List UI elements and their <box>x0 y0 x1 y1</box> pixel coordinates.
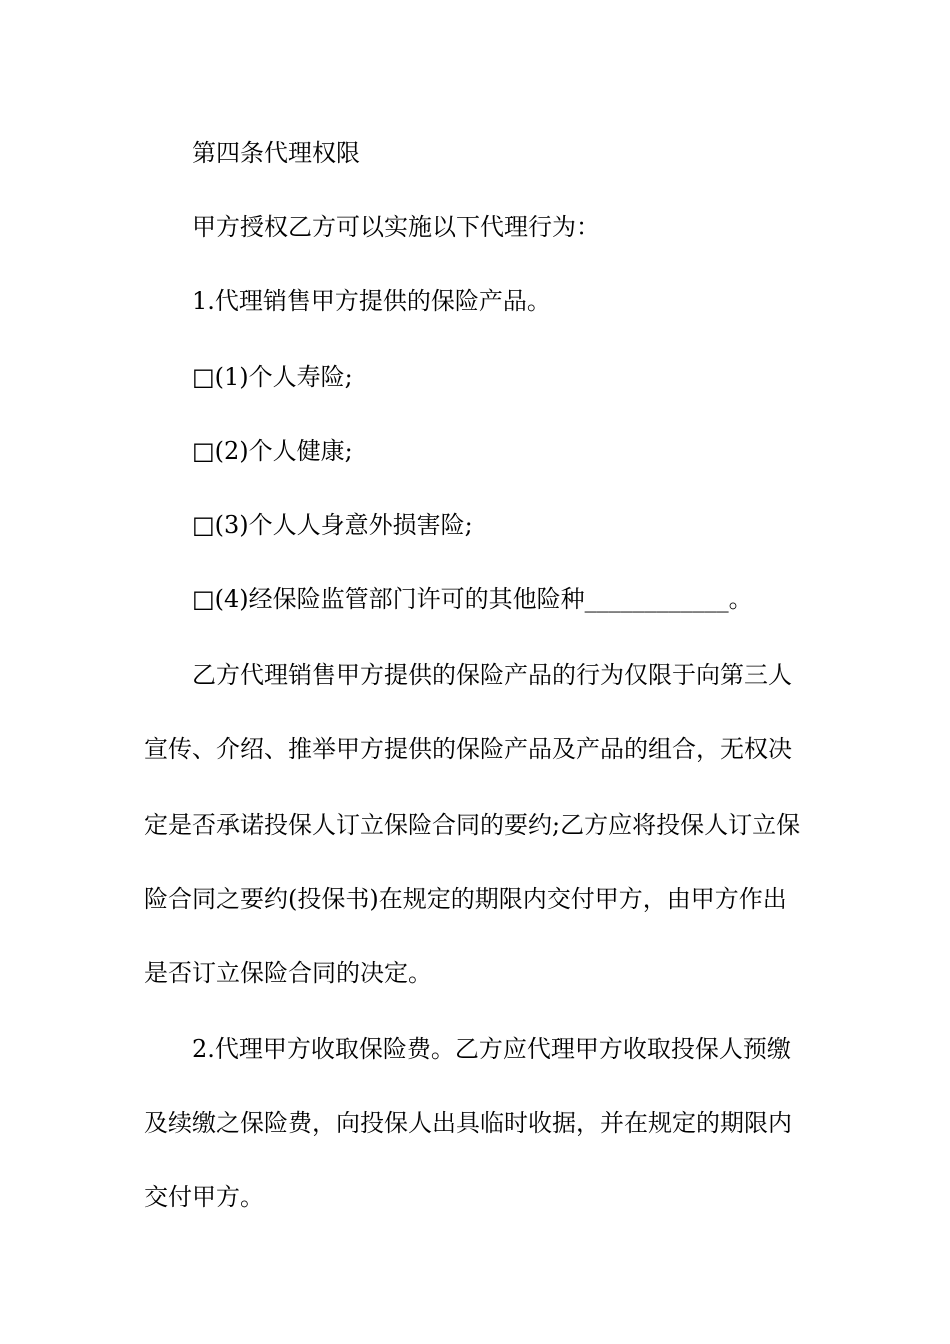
paragraph-1-line-5: 是否订立保险合同的决定。 <box>144 959 432 987</box>
paragraph-1-line-1: 乙方代理销售甲方提供的保险产品的行为仅限于向第三人 <box>192 661 792 689</box>
intro-text: 甲方授权乙方可以实施以下代理行为： <box>192 213 600 241</box>
paragraph-1-line-3: 定是否承诺投保人订立保险合同的要约;乙方应将投保人订立保 <box>144 811 801 839</box>
option-3-accident-insurance: □(3)个人人身意外损害险; <box>192 511 473 539</box>
paragraph-1-line-2: 宣传、介绍、推举甲方提供的保险产品及产品的组合，无权决 <box>144 735 792 763</box>
article-heading: 第四条代理权限 <box>192 139 360 167</box>
item-1-text: 1.代理销售甲方提供的保险产品。 <box>192 287 551 315</box>
option-4-other-insurance <box>192 584 862 614</box>
option-2-health-insurance: □(2)个人健康; <box>192 437 353 465</box>
option-1-life-insurance: □(1)个人寿险; <box>192 363 353 391</box>
paragraph-2-line-3: 交付甲方。 <box>144 1183 264 1211</box>
paragraph-2-line-1: 2.代理甲方收取保险费。乙方应代理甲方收取投保人预缴 <box>192 1035 791 1063</box>
paragraph-2-line-2: 及续缴之保险费，向投保人出具临时收据，并在规定的期限内 <box>144 1109 792 1137</box>
option-4-prefix: □(4)经保险监管部门许可的其他险种 <box>192 585 585 613</box>
option-4-blank: ____________ <box>584 585 729 613</box>
option-4-suffix: 。 <box>728 585 753 613</box>
paragraph-1-line-4: 险合同之要约(投保书)在规定的期限内交付甲方，由甲方作出 <box>144 885 787 913</box>
